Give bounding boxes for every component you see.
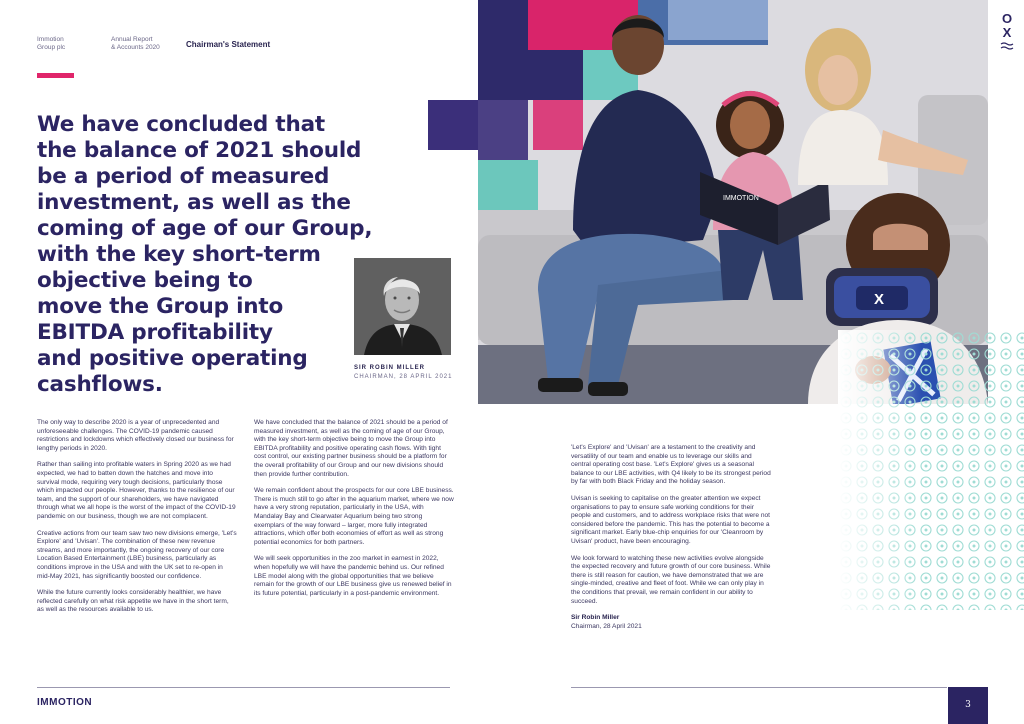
body-column-3 — [571, 444, 771, 631]
paragraph: We remain confident about the prospects for our core LBE business. There is much still to go after in the aquarium market, where we now have a very strong reputation, particularly in the USA, with Mandalay Bay and Clearwater Aquarium being two strong exemplars of the way forward – larger, more fully integrated attractions, which offer both economies of effort as well as strong potential economics for both partners. — [254, 487, 454, 546]
paragraph: We look forward to watching these new activities evolve alongside the expected recovery and future growth of our core business. While there is still reason for caution, we have demonstrated that we are single-minded, creative and fleet of foot. While we can only play in the conditions that prevail, we remain confident in our ability to succeed. — [571, 554, 771, 605]
pull-quote-line: with the key short-term — [37, 242, 321, 267]
paragraph: Uvisan is seeking to capitalise on the greater attention we expect organisations to pay to ensure safe working conditions for their people and customers, and to address workplace risks that were not considered before the pandemic. This has the potential to become a significant market. Early blue-chip enquiries for our 'Cleanroom by Uvisan' product, have been encouraging. — [571, 494, 771, 545]
header-report-line1: Annual Report — [111, 36, 153, 43]
decor-square — [428, 100, 478, 150]
header-company-line1: Immotion — [37, 36, 64, 43]
side-logo-o: O — [1001, 11, 1013, 26]
decorative-pattern — [838, 330, 1024, 610]
pull-quote-line: coming of age of our Group, — [37, 216, 373, 241]
pull-quote-line: cashflows. — [37, 372, 163, 397]
body-column-1 — [37, 419, 237, 623]
header-company — [37, 36, 97, 52]
paragraph: The only way to describe 2020 is a year of unprecedented and unforeseeable challenges. The COVID-19 pandemic caused restrictions and lockdowns which effectively closed our business for lengthy periods in 2020. — [37, 419, 234, 452]
page-number: 3 — [948, 687, 988, 724]
footer-divider — [37, 687, 450, 688]
side-brand-logo — [997, 12, 1017, 54]
pull-quote-line: We have concluded that — [37, 112, 325, 137]
paragraph: Creative actions from our team saw two new divisions emerge, 'Let's Explore' and 'Uvisan'. The combination of these new revenue streams, and more importantly, the ongoing recovery of our core Location Based Entertainment (LBE) business, particularly as conditions improve in the USA and with the UK set to re-open in mid-May 2021, has significantly boosted our confidence. — [37, 529, 237, 580]
side-logo-x: X — [1002, 25, 1012, 40]
paragraph: 'Let's Explore' and 'Uvisan' are a testament to the creativity and versatility of our team and enable us to leverage our skills and central operating cost base. 'Let's Explore' gives us a seasonal balance to our LBE activities, with Q4 likely to be its strongest period by far with both Black Friday and the holiday season. — [571, 444, 771, 486]
footer-divider — [571, 687, 947, 688]
pull-quote-line: and positive operating — [37, 346, 308, 371]
header-company-line2: Group plc — [37, 44, 66, 51]
chairman-portrait — [354, 258, 451, 355]
portrait-caption-role: CHAIRMAN, 28 APRIL 2021 — [354, 374, 453, 380]
paragraph: We will seek opportunities in the zoo market in earnest in 2022, when hopefully we will have the pandemic behind us. Our refined LBE model along with the global opportunities that we believe remain for the growth of our LBE business give us renewed belief in its future potential, particularly in a post-pandemic environment. — [254, 555, 452, 597]
body-column-2 — [254, 419, 454, 606]
pull-quote-line: move the Group into — [37, 294, 284, 319]
pull-quote-line: be a period of measured — [37, 164, 330, 189]
header-report — [111, 36, 181, 52]
portrait-caption-name: SIR ROBIN MILLER — [354, 365, 425, 371]
signature-role: Chairman, 28 April 2021 — [571, 622, 642, 630]
footer-logo: IMMOTION — [37, 697, 93, 708]
paragraph: While the future currently looks considerably healthier, we have reflected carefully on what risk appetite we have in the short term, as well as the resources available to us. — [37, 589, 229, 614]
accent-bar — [37, 73, 74, 78]
pull-quote-line: the balance of 2021 should — [37, 138, 362, 163]
wave-icon — [1000, 41, 1014, 51]
pull-quote-line: objective being to — [37, 268, 253, 293]
paragraph: We have concluded that the balance of 2021 should be a period of measured investment, as well as the coming of age of our Group, with the key short-term objective being to move the Group into EBITDA profitability and positive operating cash flows. With tight cost control, our existing partner business should be a platform for the overall profitability of our Group and our new divisions should then provide further contribution. — [254, 419, 448, 478]
headset-mark: X — [874, 291, 885, 308]
paragraph: Rather than sailing into profitable waters in Spring 2020 as we had expected, we had to batten down the hatches and move into survival mode, requiring very tough decisions, particularly those which impacted our people. However, thanks to the resilience of our team, and the support of our shareholders, we have navigated through what we all hope is the worst of the impact of the COVID-19 pandemic on our business, though we are not complacent. — [37, 461, 236, 520]
signature-name: Sir Robin Miller — [571, 614, 620, 622]
pull-quote — [37, 112, 377, 398]
pull-quote-line: investment, as well as the — [37, 190, 351, 215]
book-title: IMMOTION — [723, 195, 759, 202]
section-title: Chairman's Statement — [186, 40, 271, 49]
header-report-line2: & Accounts 2020 — [111, 44, 160, 51]
pull-quote-line: EBITDA profitability — [37, 320, 273, 345]
